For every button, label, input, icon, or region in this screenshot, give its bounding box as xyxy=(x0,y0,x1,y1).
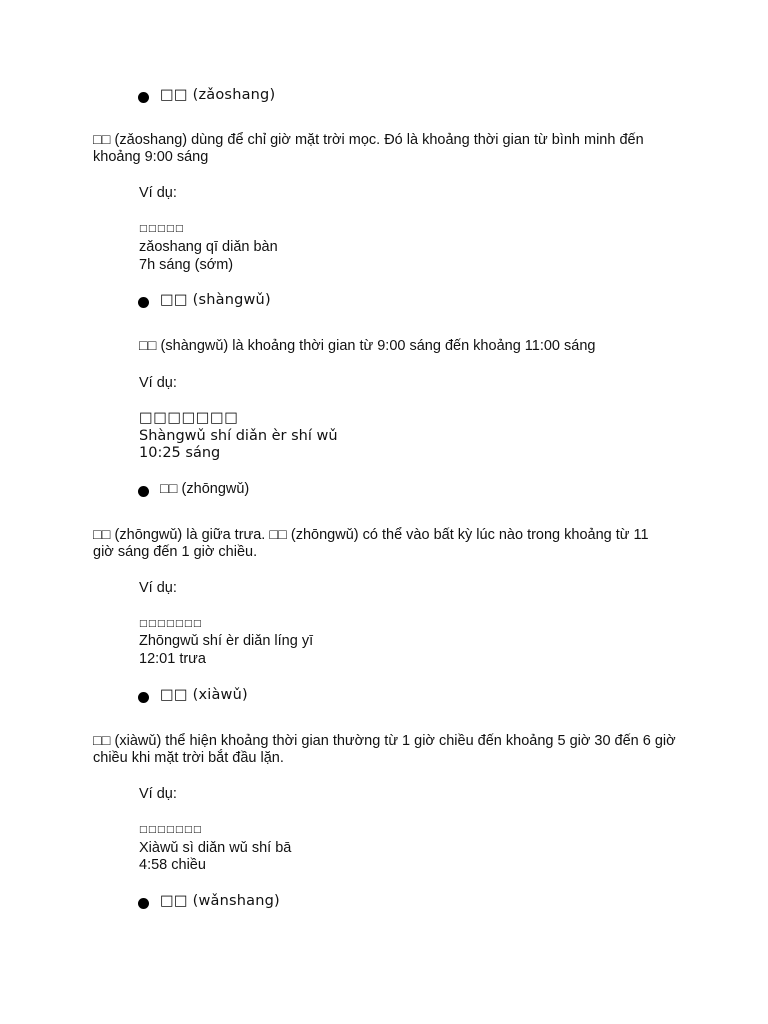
section-heading-zaoshang: □□ (zǎoshang) xyxy=(160,87,276,103)
bullet-icon xyxy=(138,692,149,703)
bullet-icon xyxy=(138,297,149,308)
example-pinyin: zǎoshang qī diǎn bàn xyxy=(139,239,278,255)
section-description-shangwu: □□ (shàngwǔ) là khoảng thời gian từ 9:00 sáng đến khoảng 11:00 sáng xyxy=(139,338,596,354)
example-chinese-text: □□□□□□□ xyxy=(139,619,203,629)
section-heading-xiawu: □□ (xiàwǔ) xyxy=(160,687,248,703)
section-heading-zhongwu: □□ (zhōngwǔ) xyxy=(160,481,250,497)
bullet-icon xyxy=(138,486,149,497)
section-description-zhongwu: □□ (zhōngwǔ) là giữa trưa. □□ (zhōngwǔ) có thể vào bất kỳ lúc nào trong khoảng từ 11 giờ sáng đến 1 giờ chiều. xyxy=(93,527,649,560)
example-chinese-text: □□□□□□□ xyxy=(139,410,239,426)
bullet-icon xyxy=(138,92,149,103)
bullet-icon xyxy=(138,898,149,909)
example-label: Ví dụ: xyxy=(139,185,177,201)
example-translation: 12:01 trưa xyxy=(139,651,206,667)
example-translation: 10:25 sáng xyxy=(139,445,221,461)
example-chinese-text: □□□□□ xyxy=(139,224,185,234)
section-description-zaoshang: □□ (zǎoshang) dùng để chỉ giờ mặt trời mọc. Đó là khoảng thời gian từ bình minh đến khoảng 9:00 sáng xyxy=(93,132,644,165)
section-heading-shangwu: □□ (shàngwǔ) xyxy=(160,292,271,308)
example-pinyin: Shàngwǔ shí diǎn èr shí wǔ xyxy=(139,428,338,444)
example-pinyin: Xiàwǔ sì diǎn wǔ shí bā xyxy=(139,840,292,856)
section-heading-wanshang: □□ (wǎnshang) xyxy=(160,893,280,909)
example-translation: 4:58 chiều xyxy=(139,857,206,873)
section-description-xiawu: □□ (xiàwǔ) thể hiện khoảng thời gian thường từ 1 giờ chiều đến khoảng 5 giờ 30 đến 6 giờ chiều khi mặt trời bắt đầu lặn. xyxy=(93,733,676,766)
example-label: Ví dụ: xyxy=(139,375,177,391)
example-label: Ví dụ: xyxy=(139,786,177,802)
example-pinyin: Zhōngwǔ shí èr diǎn líng yī xyxy=(139,633,314,649)
example-label: Ví dụ: xyxy=(139,580,177,596)
example-chinese-text: □□□□□□□ xyxy=(139,825,203,835)
example-translation: 7h sáng (sớm) xyxy=(139,257,234,273)
